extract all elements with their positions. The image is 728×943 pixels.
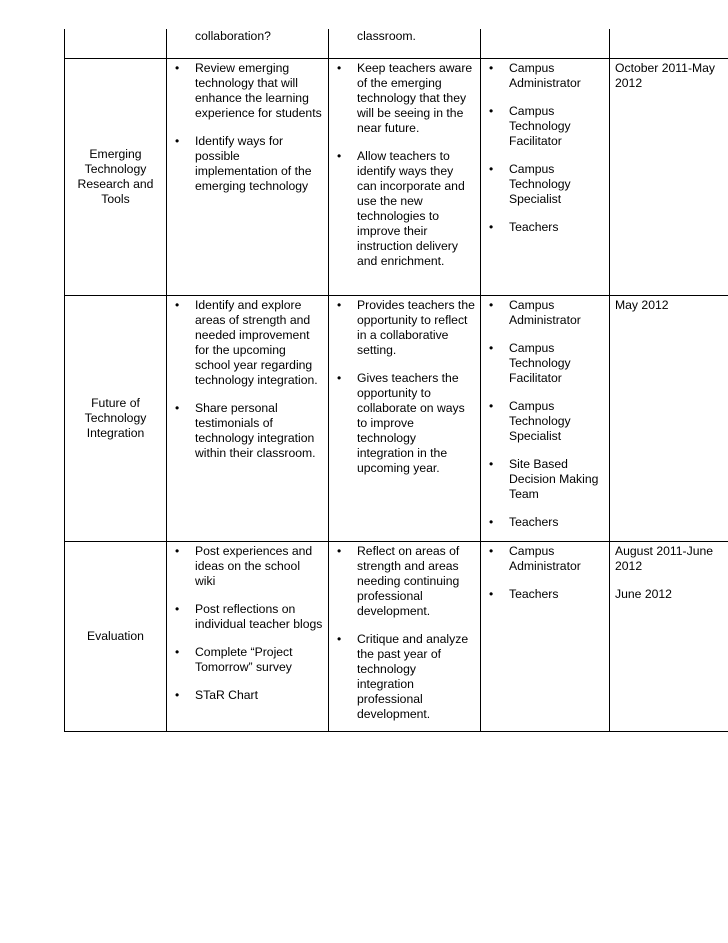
- continuation-label-cell: [65, 29, 167, 58]
- bullet-icon: •: [337, 543, 342, 558]
- responsible-cell: [481, 58, 610, 295]
- list-item: • Campus Administrator: [489, 543, 581, 573]
- continuation-purpose-cell: [329, 29, 481, 58]
- continuation-timeline-cell: [610, 29, 728, 58]
- list-item: • STaR Chart: [175, 687, 258, 702]
- list-item: • Teachers: [489, 219, 559, 234]
- bullet-icon: •: [175, 644, 180, 659]
- list-item: • Campus Technology Specialist: [489, 161, 571, 206]
- continuation-row: [65, 29, 728, 58]
- bullet-icon: •: [175, 400, 180, 415]
- technology-plan-table: [64, 29, 728, 732]
- list-item: • Identify and explore areas of strength and needed improvement for the upcoming school year regarding technology integration.: [175, 297, 318, 387]
- activities-cell: [167, 295, 329, 541]
- bullet-icon: •: [489, 398, 494, 413]
- continuation-responsible-cell: [481, 29, 610, 58]
- list-item: • Gives teachers the opportunity to collaborate on ways to improve technology integration in the upcoming year.: [337, 370, 465, 475]
- list-item: • Campus Technology Facilitator: [489, 103, 571, 148]
- bullet-icon: •: [175, 687, 180, 702]
- bullet-icon: •: [175, 543, 180, 558]
- row-label: Emerging Technology Research and Tools: [65, 58, 167, 295]
- timeline-entry: August 2011-June 2012: [615, 543, 714, 573]
- timeline-entry: May 2012: [615, 297, 669, 312]
- list-item: • Complete “Project Tomorrow” survey: [175, 644, 293, 674]
- list-item: • Identify ways for possible implementation of the emerging technology: [175, 133, 312, 193]
- list-item: • Provides teachers the opportunity to reflect in a collaborative setting.: [337, 297, 475, 357]
- list-item: • Share personal testimonials of technology integration within their classroom.: [175, 400, 316, 460]
- list-item: • Campus Administrator: [489, 60, 581, 90]
- bullet-icon: •: [489, 219, 494, 234]
- table-row: [65, 58, 728, 295]
- activities-cell: [167, 58, 329, 295]
- list-item: • Teachers: [489, 514, 559, 529]
- list-item: • Reflect on areas of strength and areas needing continuing professional development.: [337, 543, 460, 618]
- list-item: • Post experiences and ideas on the school wiki: [175, 543, 313, 588]
- row-label: Future of Technology Integration: [65, 295, 167, 541]
- continued-text: collaboration?: [195, 29, 271, 43]
- bullet-icon: •: [175, 297, 180, 312]
- timeline-entry: October 2011-May 2012: [615, 60, 716, 90]
- activities-cell: [167, 541, 329, 731]
- row-label: Evaluation: [65, 541, 167, 731]
- continued-text: classroom.: [357, 29, 416, 43]
- bullet-icon: •: [489, 514, 494, 529]
- responsible-cell: [481, 541, 610, 731]
- purpose-cell: [329, 541, 481, 731]
- list-item: • Campus Administrator: [489, 297, 581, 327]
- responsible-cell: [481, 295, 610, 541]
- bullet-icon: •: [489, 543, 494, 558]
- timeline-cell: [610, 295, 728, 541]
- bullet-icon: •: [175, 601, 180, 616]
- bullet-icon: •: [337, 148, 342, 163]
- bullet-icon: •: [337, 60, 342, 75]
- bullet-icon: •: [175, 60, 180, 75]
- list-item: • Critique and analyze the past year of technology integration professional development.: [337, 631, 469, 721]
- purpose-cell: [329, 58, 481, 295]
- continuation-activities-cell: [167, 29, 329, 58]
- bullet-icon: •: [175, 133, 180, 148]
- list-item: • Campus Technology Facilitator: [489, 340, 571, 385]
- list-item: • Teachers: [489, 586, 559, 601]
- timeline-cell: [610, 58, 728, 295]
- list-item: • Allow teachers to identify ways they can incorporate and use the new technologies to improve their instruction delivery and enrichment.: [337, 148, 465, 268]
- table-row: [65, 541, 728, 731]
- bullet-icon: •: [489, 456, 494, 471]
- bullet-icon: •: [337, 631, 342, 646]
- bullet-icon: •: [489, 340, 494, 355]
- list-item: • Post reflections on individual teacher blogs: [175, 601, 323, 631]
- bullet-icon: •: [337, 297, 342, 312]
- timeline-cell: [610, 541, 728, 731]
- bullet-icon: •: [489, 103, 494, 118]
- list-item: • Review emerging technology that will enhance the learning experience for students: [175, 60, 322, 120]
- list-item: • Keep teachers aware of the emerging technology that they will be seeing in the near future.: [337, 60, 473, 135]
- bullet-icon: •: [489, 161, 494, 176]
- bullet-icon: •: [489, 60, 494, 75]
- bullet-icon: •: [489, 586, 494, 601]
- bullet-icon: •: [489, 297, 494, 312]
- list-item: • Campus Technology Specialist: [489, 398, 571, 443]
- purpose-cell: [329, 295, 481, 541]
- list-item: • Site Based Decision Making Team: [489, 456, 599, 501]
- table-row: [65, 295, 728, 541]
- timeline-entry: June 2012: [615, 586, 672, 601]
- bullet-icon: •: [337, 370, 342, 385]
